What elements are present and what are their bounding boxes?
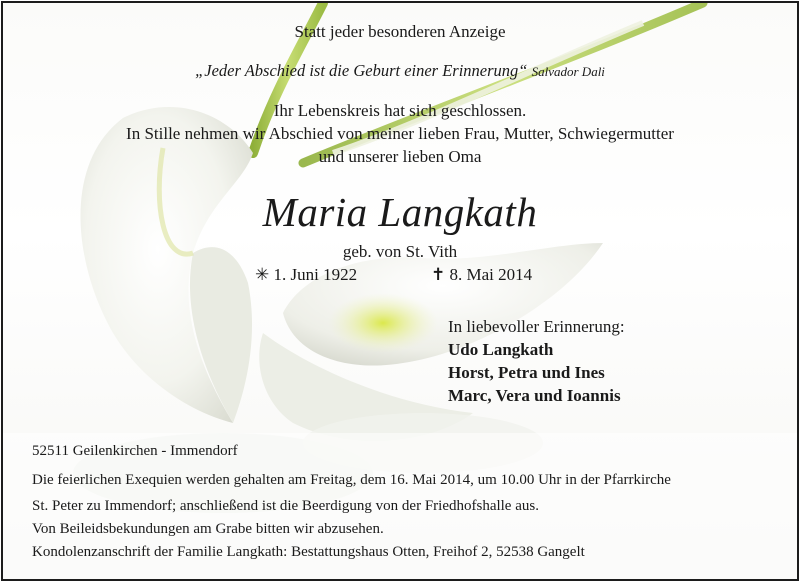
info-line: St. Peter zu Immendorf; anschließend ist die Beerdigung von der Friedhofshalle aus.: [32, 498, 539, 514]
obituary-notice: [1, 1, 799, 581]
memory-label: In liebevoller Erinnerung:: [448, 317, 625, 336]
place-line: 52511 Geilenkirchen - Immendorf: [32, 443, 238, 459]
death-info: [431, 265, 532, 285]
intro-line: und unserer lieben Oma: [318, 147, 482, 166]
quote: [3, 61, 797, 81]
death-date: 8. Mai 2014: [449, 265, 533, 284]
intro-line: Ihr Lebenskreis hat sich geschlossen.: [273, 101, 527, 120]
intro-line: In Stille nehmen wir Abschied von meiner lieben Frau, Mutter, Schwiegermutter: [126, 124, 674, 143]
info-line: Kondolenzanschrift der Familie Langkath: Bestattungshaus Otten, Freihof 2, 52538 Gangelt: [32, 544, 585, 560]
death-cross-icon: ✝: [431, 265, 446, 284]
notice-header: Statt jeder besonderen Anzeige: [294, 22, 506, 41]
mourner-name: Horst, Petra und Ines: [448, 363, 605, 382]
mourner-name: Marc, Vera und Ioannis: [448, 386, 621, 405]
deceased-name: Maria Langkath: [262, 189, 538, 235]
birth-date: 1. Juni 1922: [273, 265, 358, 284]
maiden-name: geb. von St. Vith: [342, 242, 458, 261]
quote-text: „Jeder Abschied ist die Geburt einer Erinnerung“: [195, 61, 528, 80]
calla-lily-icon: [3, 3, 797, 579]
info-line: Von Beileidsbekundungen am Grabe bitten wir abzusehen.: [32, 521, 384, 537]
birth-star-icon: ✳: [255, 265, 270, 284]
info-line: Die feierlichen Exequien werden gehalten am Freitag, dem 16. Mai 2014, um 10.00 Uhr in der Pfarrkirche: [32, 472, 671, 488]
birth-info: [255, 265, 357, 285]
quote-author: Salvador Dali: [531, 64, 605, 79]
mourner-name: Udo Langkath: [448, 340, 554, 359]
